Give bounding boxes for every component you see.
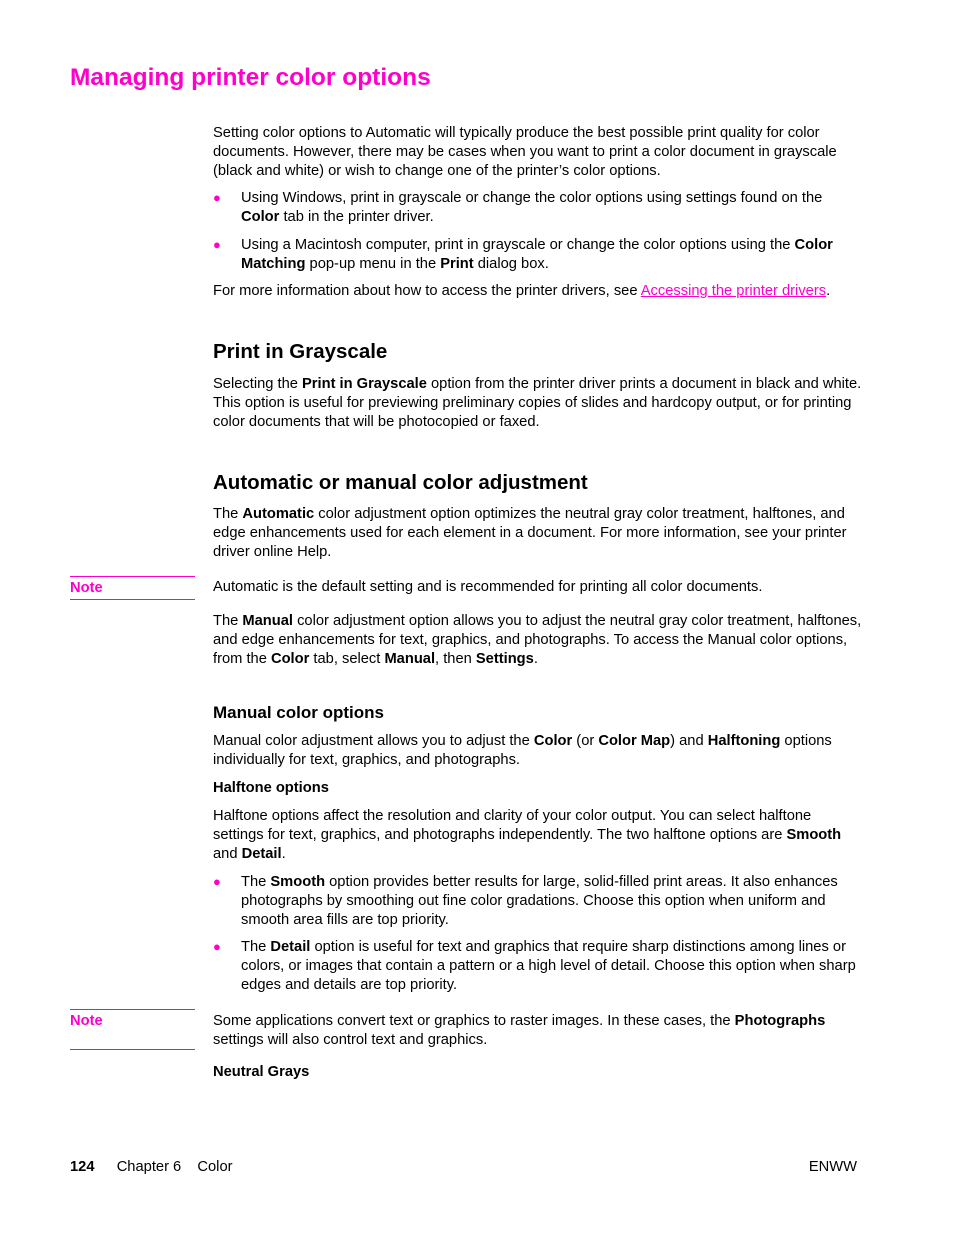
chapter-label: Chapter 6 xyxy=(116,1159,182,1175)
bullet-icon: ● xyxy=(213,237,221,252)
more-info-paragraph: For more information about how to access the printer drivers, see Accessing the printer drivers. xyxy=(213,283,831,299)
accessing-printer-drivers-link[interactable]: Accessing the printer drivers xyxy=(640,283,827,299)
neutral-grays-heading: Neutral Grays xyxy=(213,1064,310,1080)
note-text: Automatic is the default setting and is recommended for printing all color documents. xyxy=(213,579,763,595)
note-top-rule xyxy=(70,576,195,577)
bullet-icon: ● xyxy=(213,190,221,205)
halftone-options-heading: Halftone options xyxy=(213,780,329,796)
bullet-icon: ● xyxy=(213,874,221,889)
page-footer-right: ENWW xyxy=(808,1159,857,1175)
print-in-grayscale-paragraph: Selecting the Print in Grayscale option from the printer driver prints a document in black and white. This option is useful for previewing preliminary copies of slides and hardcopy output, or for printing color documents that will be photocopied or faxed. xyxy=(213,376,862,430)
page-footer-left xyxy=(70,1158,233,1177)
note-bottom-rule xyxy=(70,1049,195,1050)
page-number: 124 xyxy=(70,1159,95,1175)
intro-paragraph: Setting color options to Automatic will typically produce the best possible print quality for color documents. However, there may be cases when you want to print a color document in grayscale (black and white) or wish to change one of the printer’s color options. xyxy=(213,125,837,179)
detail-bullet: The Detail option is useful for text and graphics that require sharp distinctions among lines or colors, or images that contain a pattern or a high level of detail. Choose this option when sharp edges and details are top priority. xyxy=(241,939,856,993)
automatic-manual-heading: Automatic or manual color adjustment xyxy=(213,471,588,494)
smooth-bullet: The Smooth option provides better results for large, solid-filled print areas. It also enhances photographs by smoothing out fine color gradations. Choose this option when uniform and smooth area fills are top priority. xyxy=(241,874,838,928)
page-title: Managing printer color options xyxy=(70,64,431,91)
intro-bullet-windows: Using Windows, print in grayscale or change the color options using settings found on the Color tab in the printer driver. xyxy=(241,190,823,225)
chapter-title: Color xyxy=(197,1159,233,1175)
intro-bullet-macintosh: Using a Macintosh computer, print in grayscale or change the color options using the Color Matching pop-up menu in the Print dialog box. xyxy=(241,237,833,272)
halftone-options-paragraph: Halftone options affect the resolution and clarity of your color output. You can select halftone settings for text, graphics, and photographs independently. The two halftone options are Smooth and Detail. xyxy=(213,808,842,862)
automatic-paragraph: The Automatic color adjustment option optimizes the neutral gray color treatment, halftones, and edge enhancements used for each element in a document. For more information, see your printer driver online Help. xyxy=(213,506,847,560)
bullet-icon: ● xyxy=(213,939,221,954)
manual-paragraph: The Manual color adjustment option allows you to adjust the neutral gray color treatment, halftones, and edge enhancements for text, graphics, and photographs. To access the Manual color options, from the Color tab, select Manual, then Settings. xyxy=(213,613,862,667)
note-bottom-rule xyxy=(70,599,195,600)
note-label: Note xyxy=(70,580,103,596)
manual-color-options-heading: Manual color options xyxy=(213,703,384,722)
note-top-rule xyxy=(70,1009,195,1010)
note-label: Note xyxy=(70,1013,103,1029)
note-text: Some applications convert text or graphics to raster images. In these cases, the Photographs settings will also control text and graphics. xyxy=(213,1013,826,1048)
print-in-grayscale-heading: Print in Grayscale xyxy=(213,340,388,363)
manual-color-options-paragraph: Manual color adjustment allows you to adjust the Color (or Color Map) and Halftoning options individually for text, graphics, and photographs. xyxy=(213,733,832,768)
